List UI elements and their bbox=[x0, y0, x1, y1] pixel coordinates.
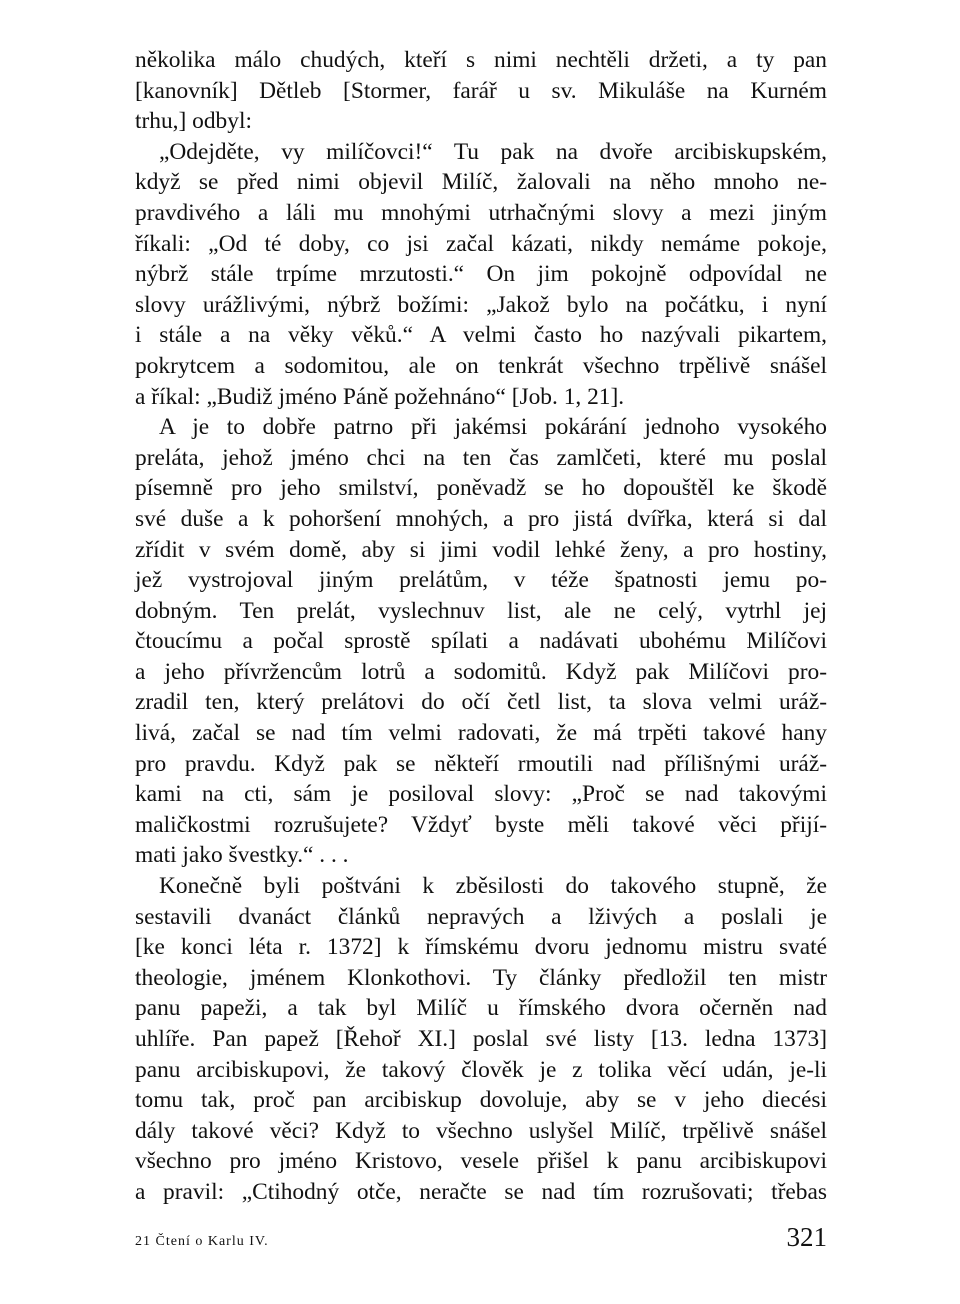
text-line: tomu tak, proč pan arcibiskup dovoluje, aby se v jeho diecési bbox=[135, 1087, 827, 1114]
text-line: a říkal: „Budiž jméno Páně požehnáno“ [Job. 1, 21]. bbox=[135, 383, 625, 410]
text-line: nýbrž stále trpíme mrzutosti.“ On jim pokojně odpovídal ne bbox=[135, 261, 827, 288]
text-line: zradil ten, který prelátovi do očí četl list, ta slova velmi uráž- bbox=[135, 689, 827, 716]
text-line: livá, začal se nad tím velmi radovati, že má trpěti takové hany bbox=[135, 720, 827, 747]
text-line: jež vystrojoval jiným prelátům, v téže špatnosti jemu po- bbox=[135, 567, 827, 594]
page-text-block bbox=[135, 45, 827, 1208]
text-line: maličkostmi rozrušujete? Vždyť byste měli takové věci přijí- bbox=[135, 811, 827, 838]
text-line: své duše a k pohoršení mnohých, a pro jistá dvířka, která si dal bbox=[135, 505, 827, 532]
text-line: Konečně byli poštváni k zběsilosti do takového stupně, že bbox=[159, 873, 827, 900]
text-line: dály takové věci? Když to všechno uslyšel Milíč, trpělivě snášel bbox=[135, 1117, 827, 1144]
text-line: a pravil: „Ctihodný otče, neračte se nad tím rozrušovati; třebas bbox=[135, 1178, 827, 1205]
text-line: preláta, jehož jméno chci na ten čas zamlčeti, které mu poslal bbox=[135, 444, 827, 471]
text-line: sestavili dvanáct článků nepravých a lživých a poslali je bbox=[135, 903, 827, 930]
text-line: pro pravdu. Když pak se někteří rmoutili nad přílišnými uráž- bbox=[135, 750, 827, 777]
text-line: panu arcibiskupovi, že takový člověk je z tolika věcí udán, je-li bbox=[135, 1056, 827, 1083]
printer-signature: 21 Čtení o Karlu IV. bbox=[135, 1234, 269, 1249]
paragraph bbox=[135, 412, 827, 871]
text-line: i stále a na věky věků.“ A velmi často ho nazývali pikartem, bbox=[135, 322, 827, 349]
text-line: kami na cti, sám je posiloval slovy: „Proč se nad takovými bbox=[135, 781, 827, 808]
text-line: slovy urážlivými, nýbrž božími: „Jakož bylo na počátku, i nyní bbox=[135, 291, 827, 318]
text-line: a jeho přívržencům lotrů a sodomitů. Když pak Milíčovi pro- bbox=[135, 658, 827, 685]
text-line: A je to dobře patrno při jakémsi pokárání jednoho vysokého bbox=[159, 414, 827, 441]
text-line: „Odejděte, vy milíčovci!“ Tu pak na dvoře arcibiskupském, bbox=[159, 138, 827, 165]
text-line: písemně pro jeho smilství, poněvadž se ho dopouštěl ke škodě bbox=[135, 475, 827, 502]
text-line: zřídit v svém domě, aby si jimi vodil lehké ženy, a pro hostiny, bbox=[135, 536, 827, 563]
page-number: 321 bbox=[786, 1222, 827, 1252]
text-line: všechno pro jméno Kristovo, vesele přišel k panu arcibiskupovi bbox=[135, 1148, 827, 1175]
text-line: dobným. Ten prelát, vyslechnuv list, ale ne celý, vytrhl jej bbox=[135, 597, 827, 624]
text-line: trhu,] odbyl: bbox=[135, 108, 252, 135]
text-line: mati jako švestky.“ . . . bbox=[135, 842, 349, 869]
paragraph bbox=[135, 871, 827, 1208]
text-line: říkali: „Od té doby, co jsi začal kázati, nikdy nemáme pokoje, bbox=[135, 230, 827, 257]
text-line: když se před nimi objevil Milíč, žalovali na něho mnoho ne- bbox=[135, 169, 827, 196]
text-line: pravdivého a láli mu mnohými utrhačnými slovy a mezi jiným bbox=[135, 199, 827, 226]
text-line: pokrytcem a sodomitou, ale on tenkrát všechno trpělivě snášel bbox=[135, 352, 827, 379]
paragraph bbox=[135, 137, 827, 412]
text-line: theologie, jménem Klonkothovi. Ty články předložil ten mistr bbox=[135, 964, 827, 991]
page-footer bbox=[135, 1222, 827, 1258]
paragraph bbox=[135, 45, 827, 137]
text-line: [ke konci léta r. 1372] k římskému dvoru jednomu mistru svaté bbox=[135, 934, 827, 961]
text-line: čtoucímu a počal sprostě spílati a nadávati ubohému Milíčovi bbox=[135, 628, 827, 655]
text-line: [kanovník] Dětleb [Stormer, farář u sv. Mikuláše na Kurném bbox=[135, 77, 827, 104]
text-line: uhlíře. Pan papež [Řehoř XI.] poslal své listy [13. ledna 1373] bbox=[135, 1026, 827, 1052]
text-line: několika málo chudých, kteří s nimi nechtěli držeti, a ty pan bbox=[135, 47, 827, 73]
text-line: panu papeži, a tak byl Milíč u římského dvora očerněn nad bbox=[135, 995, 827, 1022]
